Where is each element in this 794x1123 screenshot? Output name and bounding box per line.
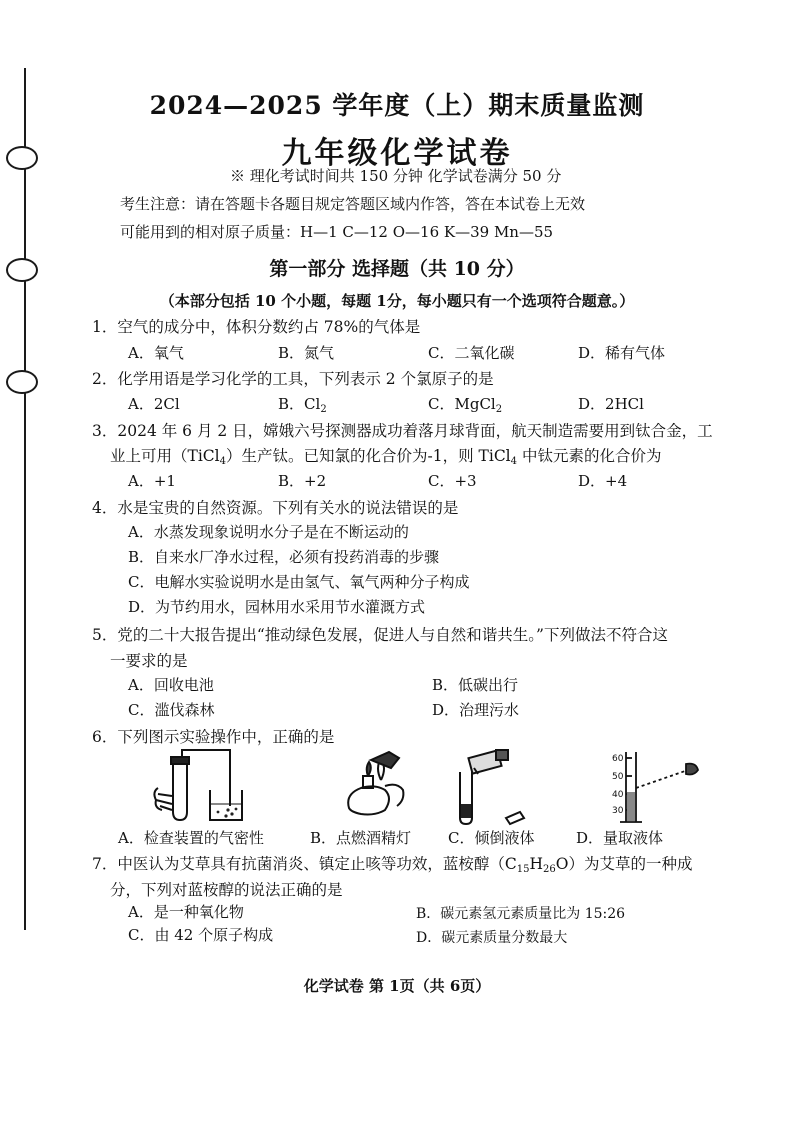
question-3-line1: 3．2024 年 6 月 2 日，嫦娥六号探测器成功着落月球背面，航天制造需要用到钛合金，工 [92, 422, 713, 440]
question-3-line2: 业上可用（TiCl$_4$）生产钛。已知氯的化合价为-1，则 TiCl$_4$ 中钛元素的化合价为 [110, 447, 662, 467]
question-7-line1: 7．中医认为艾草具有抗菌消炎、镇定止咳等功效，蓝桉醇$(C_{15}H_{26}O)$为艾草的一种成 [92, 855, 693, 875]
q2-option-b: B．$Cl_2$ [278, 395, 327, 415]
q3-option-d: D．+4 [578, 472, 628, 490]
q7-option-a: A．是一种氧化物 [128, 903, 244, 921]
q6-option-d: D．量取液体 [576, 829, 664, 847]
binding-hole [6, 370, 38, 394]
q7-option-d: D．碳元素质量分数最大 [416, 930, 568, 946]
q3-option-c: C．+3 [428, 472, 477, 490]
q7-option-c: C．由 42 个原子构成 [128, 926, 274, 944]
q5-option-d: D．治理污水 [432, 701, 520, 719]
q6-option-c: C．倾倒液体 [448, 829, 535, 847]
question-6-stem: 6．下列图示实验操作中，正确的是 [92, 728, 335, 746]
question-4-stem: 4．水是宝贵的自然资源。下列有关水的说法错误的是 [92, 499, 459, 517]
exam-subtitle: 九年级化学试卷 [281, 136, 513, 171]
question-5-line1: 5．党的二十大报告提出“推动绿色发展，促进人与自然和谐共生。”下列做法不符合这 [92, 626, 668, 644]
q3-option-a: A．+1 [128, 472, 176, 490]
measuring-cylinder-figure [604, 748, 704, 824]
q6-option-a: A．检查装置的气密性 [118, 829, 264, 847]
candidate-notice: 考生注意：请在答题卡各题目规定答题区域内作答，答在本试卷上无效 [120, 195, 586, 213]
airtightness-check-figure [148, 748, 248, 826]
q2-option-c: C．MgCl$_2$ [428, 395, 503, 415]
cylinder-tick-label: 50 [612, 772, 624, 782]
question-5-line2: 一要求的是 [110, 652, 188, 670]
q1-option-a: A．氧气 [128, 344, 184, 362]
question-1-stem: 1．空气的成分中，体积分数约占 78%的气体是 [92, 318, 421, 336]
q7-option-b: B．碳元素氢元素质量比为 15:26 [416, 906, 626, 922]
exam-title: 2024—2025 学年度（上）期末质量监测 [149, 91, 645, 120]
binding-line [24, 68, 26, 930]
pouring-liquid-figure [450, 748, 530, 826]
q4-option-c: C．电解水实验说明水是由氢气、氧气两种分子构成 [128, 573, 470, 591]
question-2-stem: 2．化学用语是学习化学的工具，下列表示 2 个氯原子的是 [92, 370, 494, 388]
page-footer: 化学试卷 第 1页（共 6页） [303, 977, 491, 995]
q4-option-d: D．为节约用水，园林用水采用节水灌溉方式 [128, 598, 426, 616]
q4-option-b: B．自来水厂净水过程，必须有投药消毒的步骤 [128, 548, 440, 566]
atomic-masses: 可能用到的相对原子质量：H—1 C—12 O—16 K—39 Mn—55 [120, 223, 554, 241]
cylinder-tick-label: 60 [612, 754, 624, 764]
q3-option-b: B．+2 [278, 472, 327, 490]
alcohol-lamp-figure [335, 750, 415, 826]
q4-option-a: A．水蒸发现象说明水分子是在不断运动的 [128, 523, 409, 541]
cylinder-tick-label: 40 [612, 790, 624, 800]
q1-option-c: C．二氧化碳 [428, 344, 515, 362]
q6-option-b: B．点燃酒精灯 [310, 829, 412, 847]
time-note: ※ 理化考试时间共 150 分钟 化学试卷满分 50 分 [230, 167, 562, 185]
q1-option-b: B．氮气 [278, 344, 335, 362]
cylinder-tick-label: 30 [612, 806, 624, 816]
q2-option-d: D．2HCl [578, 395, 644, 413]
q5-option-a: A．回收电池 [128, 676, 214, 694]
q1-option-d: D．稀有气体 [578, 344, 666, 362]
question-7-line2: 分，下列对蓝桉醇的说法正确的是 [110, 881, 343, 899]
q5-option-b: B．低碳出行 [432, 676, 519, 694]
section-note: （本部分包括 10 个小题，每题 1分，每小题只有一个选项符合题意。） [159, 292, 635, 310]
section-title: 第一部分 选择题（共 10 分） [269, 258, 525, 280]
q2-option-a: A．2Cl [128, 395, 180, 413]
q5-option-c: C．滥伐森林 [128, 701, 215, 719]
